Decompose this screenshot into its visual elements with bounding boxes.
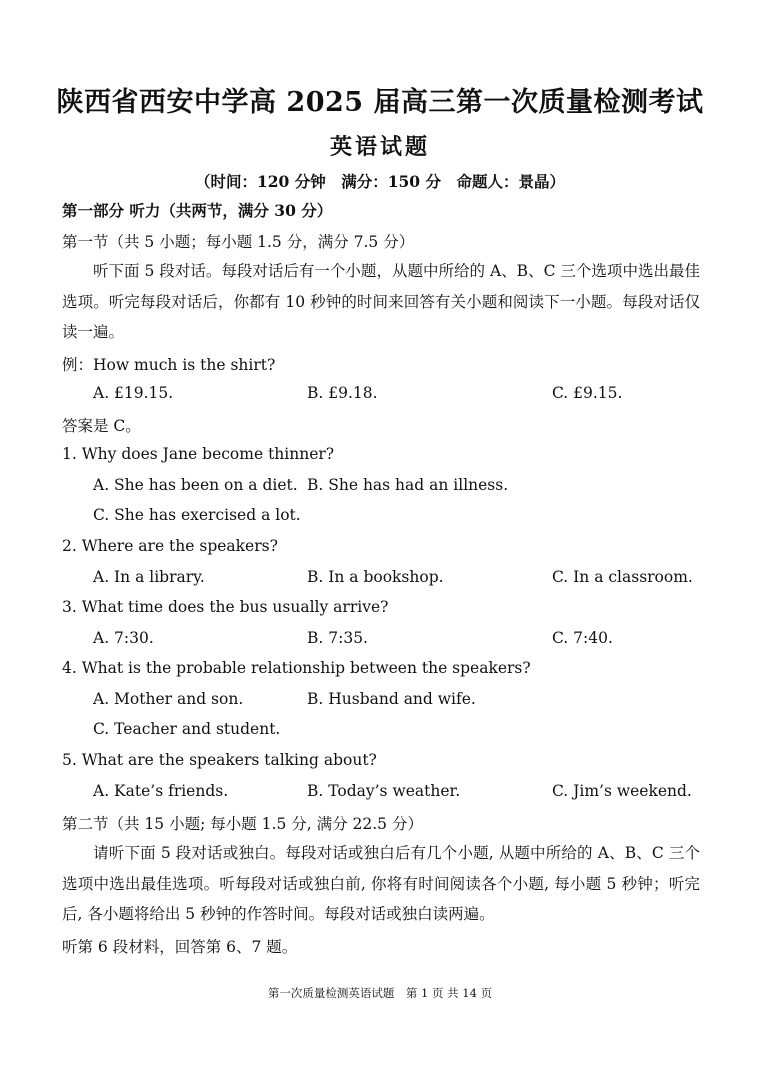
question-4: 4. What is the probable relationship between the speakers? [62,659,531,677]
exam-info: （时间：120 分钟 满分：150 分 命题人：景晶） [194,172,565,191]
q5-option-b: B. Today’s weather. [307,782,461,800]
q2-option-a: A. In a library. [93,568,205,586]
q3-option-c: C. 7:40. [552,629,613,647]
q4-option-b: B. Husband and wife. [307,690,476,708]
section1-instructions-text: 听下面 5 段对话。每段对话后有一个小题，从题中所给的 A、B、C 三个选项中选出最佳选项。听完每段对话后，你都有 10 秒钟的时间来回答有关小题和阅读下一小题。每段对话仅读一遍。 [62,262,700,342]
q1-option-a: A. She has been on a diet. [93,476,298,494]
q4-option-c: C. Teacher and student. [93,720,281,738]
q1-option-b: B. She has had an illness. [307,476,509,494]
q5-option-c: C. Jim’s weekend. [552,782,692,800]
question-5: 5. What are the speakers talking about? [62,751,377,769]
question-1: 1. Why does Jane become thinner? [62,445,335,463]
q5-option-a: A. Kate’s friends. [93,782,229,800]
section2-instructions-text: 请听下面 5 段对话或独白。每段对话或独白后有几个小题, 从题中所给的 A、B、C 三个选项中选出最佳选项。听每段对话或独白前, 你将有时间阅读各个小题, 每小题 5 秒钟；听完后, 各小题将给出 5 秒钟的作答时间。每段对话或独白读两遍。 [62,844,700,924]
section1-heading: 第一节（共 5 小题；每小题 1.5 分，满分 7.5 分） [62,233,415,251]
example-option-c: C. £9.15. [552,384,623,402]
section2-next: 听第 6 段材料，回答第 6、7 题。 [62,938,298,956]
q3-option-a: A. 7:30. [93,629,154,647]
page-footer: 第一次质量检测英语试题 第 1 页 共 14 页 [267,986,493,1000]
example-option-a: A. £19.15. [93,384,174,402]
section2-heading: 第二节（共 15 小题; 每小题 1.5 分, 满分 22.5 分） [62,815,423,833]
q2-option-b: B. In a bookshop. [307,568,444,586]
q1-option-c: C. She has exercised a lot. [93,506,301,524]
q2-option-c: C. In a classroom. [552,568,693,586]
exam-title: 陕西省西安中学高 2025 届高三第一次质量检测考试 [56,87,704,118]
question-3: 3. What time does the bus usually arrive? [62,598,389,616]
example-option-b: B. £9.18. [307,384,378,402]
q3-option-b: B. 7:35. [307,629,368,647]
exam-subtitle: 英语试题 [329,134,430,160]
section1-instructions [62,256,700,348]
example-question: 例：How much is the shirt? [62,356,276,374]
q4-option-a: A. Mother and son. [93,690,244,708]
section2-instructions [62,838,700,930]
part1-heading: 第一部分 听力（共两节，满分 30 分） [62,201,333,220]
question-2: 2. Where are the speakers? [62,537,278,555]
example-answer: 答案是 C。 [62,417,141,435]
